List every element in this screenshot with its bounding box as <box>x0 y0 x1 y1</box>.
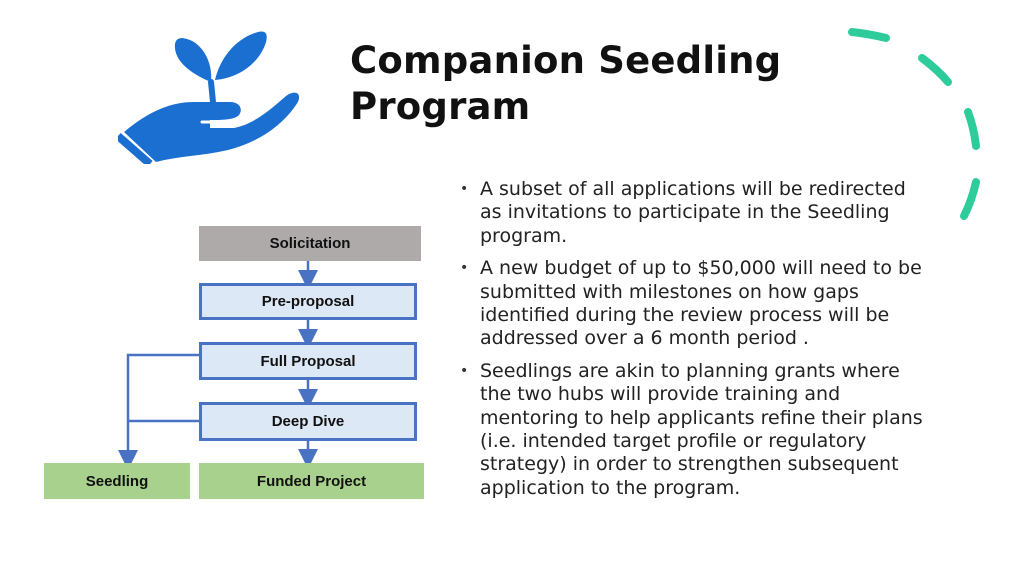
bullet-text: Seedlings are akin to planning grants where the two hubs will provide training and mentoring to help applicants refine their plans (i.e. intended target profile or regulatory strategy) in order to strengthen subsequent application to the program. <box>480 359 923 499</box>
hand-holding-seedling-icon <box>118 24 308 164</box>
bullet-item <box>458 178 928 248</box>
flow-label-full-proposal: Full Proposal <box>260 352 356 370</box>
flow-label-deep-dive: Deep Dive <box>271 413 345 430</box>
flow-box-solicitation <box>199 226 421 261</box>
flow-box-pre-proposal <box>199 283 417 320</box>
flow-box-seedling <box>44 463 190 499</box>
bullet-dot-icon: • <box>460 362 469 379</box>
flow-box-full-proposal <box>199 342 417 380</box>
flow-box-deep-dive <box>199 402 417 441</box>
bullet-dot-icon: • <box>460 181 469 197</box>
bullet-dot-icon: • <box>460 260 469 277</box>
flow-label-funded-project: Funded Project <box>256 472 367 490</box>
flow-label-seedling: Seedling <box>85 472 149 490</box>
bullet-list <box>458 178 928 509</box>
bullet-item <box>458 257 928 351</box>
flow-label-solicitation: Solicitation <box>269 235 351 252</box>
bullet-text: A subset of all applications will be redirected as invitations to participate in the Seedling program. <box>480 178 906 247</box>
flow-box-funded-project <box>199 463 424 499</box>
flow-label-pre-proposal: Pre-proposal <box>261 293 355 310</box>
page-title: Companion Seedling Program <box>350 39 782 128</box>
bullet-text: A new budget of up to $50,000 will need to be submitted with milestones on how gaps identified during the review process will be addressed over a 6 month period . <box>480 257 922 350</box>
bullet-item <box>458 360 928 500</box>
